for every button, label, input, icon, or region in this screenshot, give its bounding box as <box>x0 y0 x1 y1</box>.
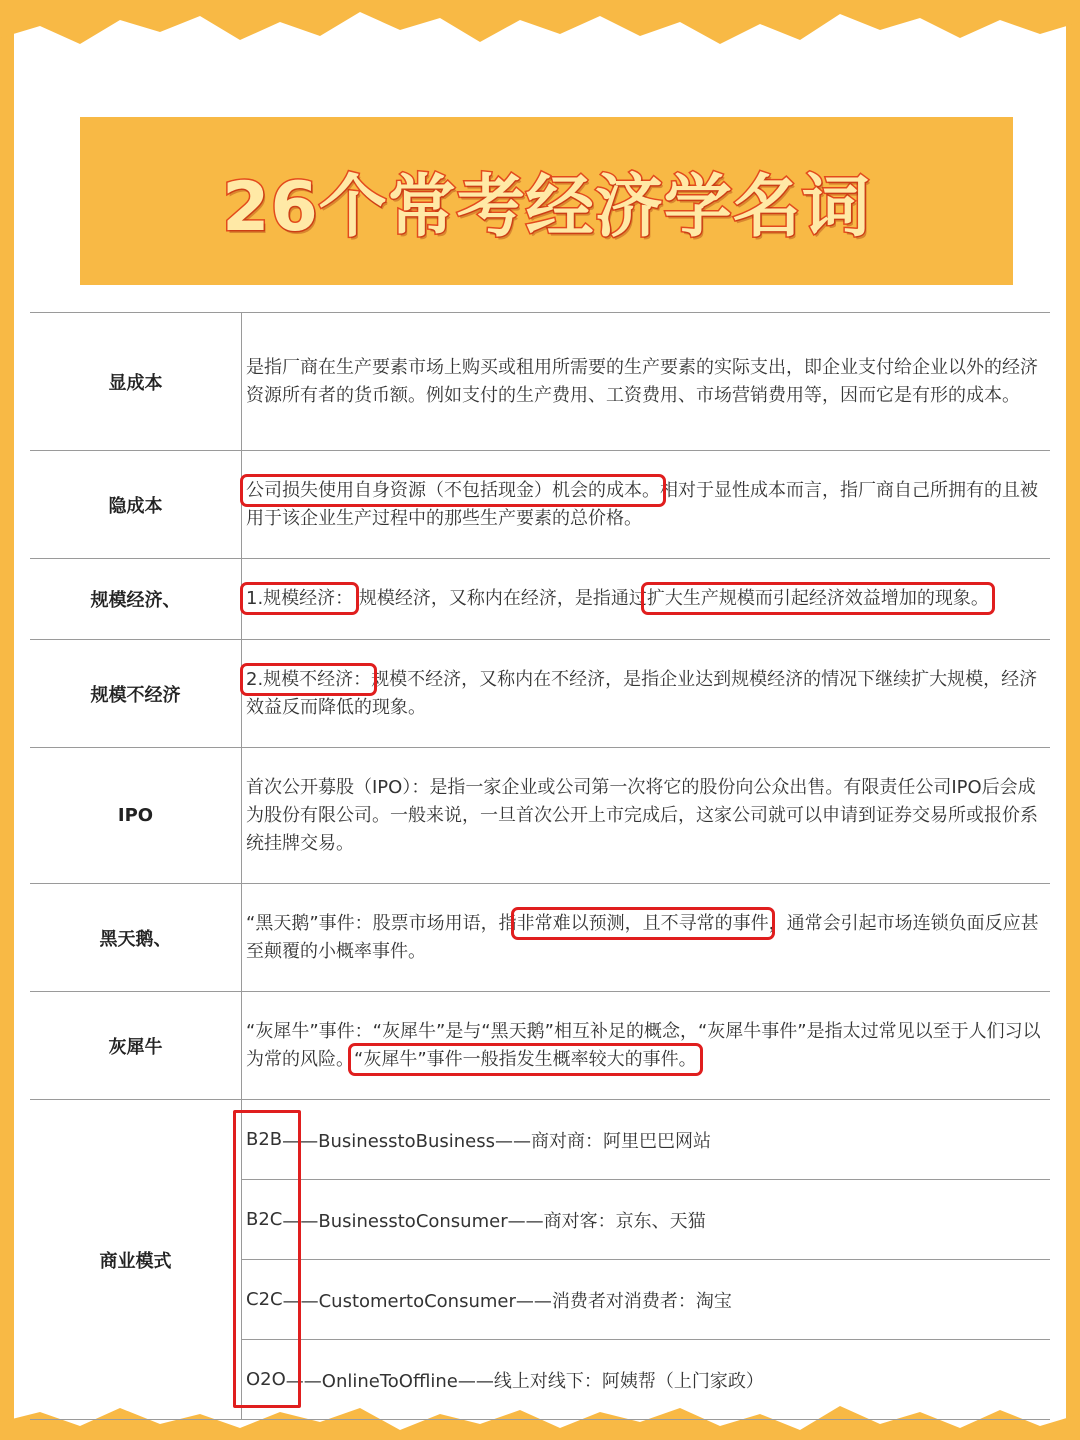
definition-cell <box>242 748 1050 883</box>
highlight-box <box>233 1110 301 1408</box>
model-code: C2C <box>246 1289 283 1310</box>
table-row <box>30 1100 1050 1420</box>
business-models-cell <box>242 1100 1050 1419</box>
list-item <box>242 1180 1050 1260</box>
definition-text: 规模经济，又称内在经济，是指通过 <box>358 588 647 609</box>
list-item <box>242 1100 1050 1180</box>
highlight-box: 2.规模不经济： <box>246 668 372 690</box>
model-text: ——BusinesstoConsumer——商对客：京东、天猫 <box>282 1210 706 1232</box>
definition-text: 规模不经济，又称内在不经济，是指企业达到规模经济的情况下继续扩大规模，经济效益反而降低的现象。 <box>246 668 1038 718</box>
term-cell: 隐成本 <box>30 451 242 558</box>
definition-cell <box>242 640 1050 747</box>
torn-top-edge <box>0 0 1080 60</box>
definition-cell <box>242 313 1050 450</box>
terms-table <box>30 312 1050 1420</box>
model-text: ——CustomertoConsumer——消费者对消费者：淘宝 <box>282 1290 732 1312</box>
definition-text: 首次公开募股（IPO）：是指一家企业或公司第一次将它的股份向公众出售。有限责任公司IPO后会成为股份有限公司。一般来说，一旦首次公开上市完成后，这家公司就可以申请到证券交易所或报价系统挂牌交易。 <box>246 776 1038 854</box>
title-banner <box>80 117 1013 285</box>
model-text: ——OnlineToOffline——线上对线下：阿姨帮（上门家政） <box>285 1370 764 1392</box>
highlight-box: 1.规模经济： <box>246 588 354 609</box>
definition-text: “灰犀牛”事件：“灰犀牛”是与“黑天鹅”相互补足的概念，“灰犀牛事件”是指太过常见以至于人们习以为常的风险。 <box>246 1020 1041 1070</box>
highlight-box: 非常难以预测，且不寻常的事件 <box>516 912 769 934</box>
definition-text: 是指厂商在生产要素市场上购买或租用所需要的生产要素的实际支出，即企业支付给企业以外的经济资源所有者的货币额。例如支付的生产费用、工资费用、市场营销费用等，因而它是有形的成本。 <box>246 356 1038 406</box>
definition-text: 相对于显性成本而言，指厂商自己所拥有的且被用于该企业生产过程中的那些生产要素的总价格。 <box>246 479 1038 529</box>
definition-cell <box>242 451 1050 558</box>
definition-text: “黑天鹅”事件：股票市场用语，指 <box>246 912 517 934</box>
highlight-box: 扩大生产规模而引起经济效益增加的现象。 <box>646 588 989 609</box>
table-row <box>30 748 1050 884</box>
list-item <box>242 1340 1050 1419</box>
table-row <box>30 884 1050 992</box>
model-code: B2B <box>246 1129 283 1150</box>
term-cell: 规模不经济 <box>30 640 242 747</box>
definition-cell <box>242 884 1050 991</box>
term-cell: 黑天鹅、 <box>30 884 242 991</box>
table-row <box>30 559 1050 640</box>
term-cell: 商业模式 <box>30 1100 242 1419</box>
model-code: B2C <box>246 1209 283 1230</box>
highlight-box: “灰犀牛”事件一般指发生概率较大的事件。 <box>354 1048 697 1070</box>
term-cell: 显成本 <box>30 313 242 450</box>
table-row <box>30 451 1050 559</box>
definition-text: ，通常会引起市场连锁负面反应甚至颠覆的小概率事件。 <box>246 912 1039 962</box>
term-cell: IPO <box>30 748 242 883</box>
term-cell: 规模经济、 <box>30 559 242 639</box>
table-row <box>30 640 1050 748</box>
model-code: O2O <box>246 1369 286 1390</box>
table-row <box>30 313 1050 451</box>
model-text: ——BusinesstoBusiness——商对商：阿里巴巴网站 <box>282 1130 711 1152</box>
page-title: 26个常考经济学名词 <box>222 167 871 247</box>
highlight-box: 公司损失使用自身资源（不包括现金）机会的成本。 <box>246 479 660 501</box>
definition-cell <box>242 992 1050 1099</box>
definition-cell <box>242 559 1050 639</box>
term-cell: 灰犀牛 <box>30 992 242 1099</box>
list-item <box>242 1260 1050 1340</box>
table-row <box>30 992 1050 1100</box>
